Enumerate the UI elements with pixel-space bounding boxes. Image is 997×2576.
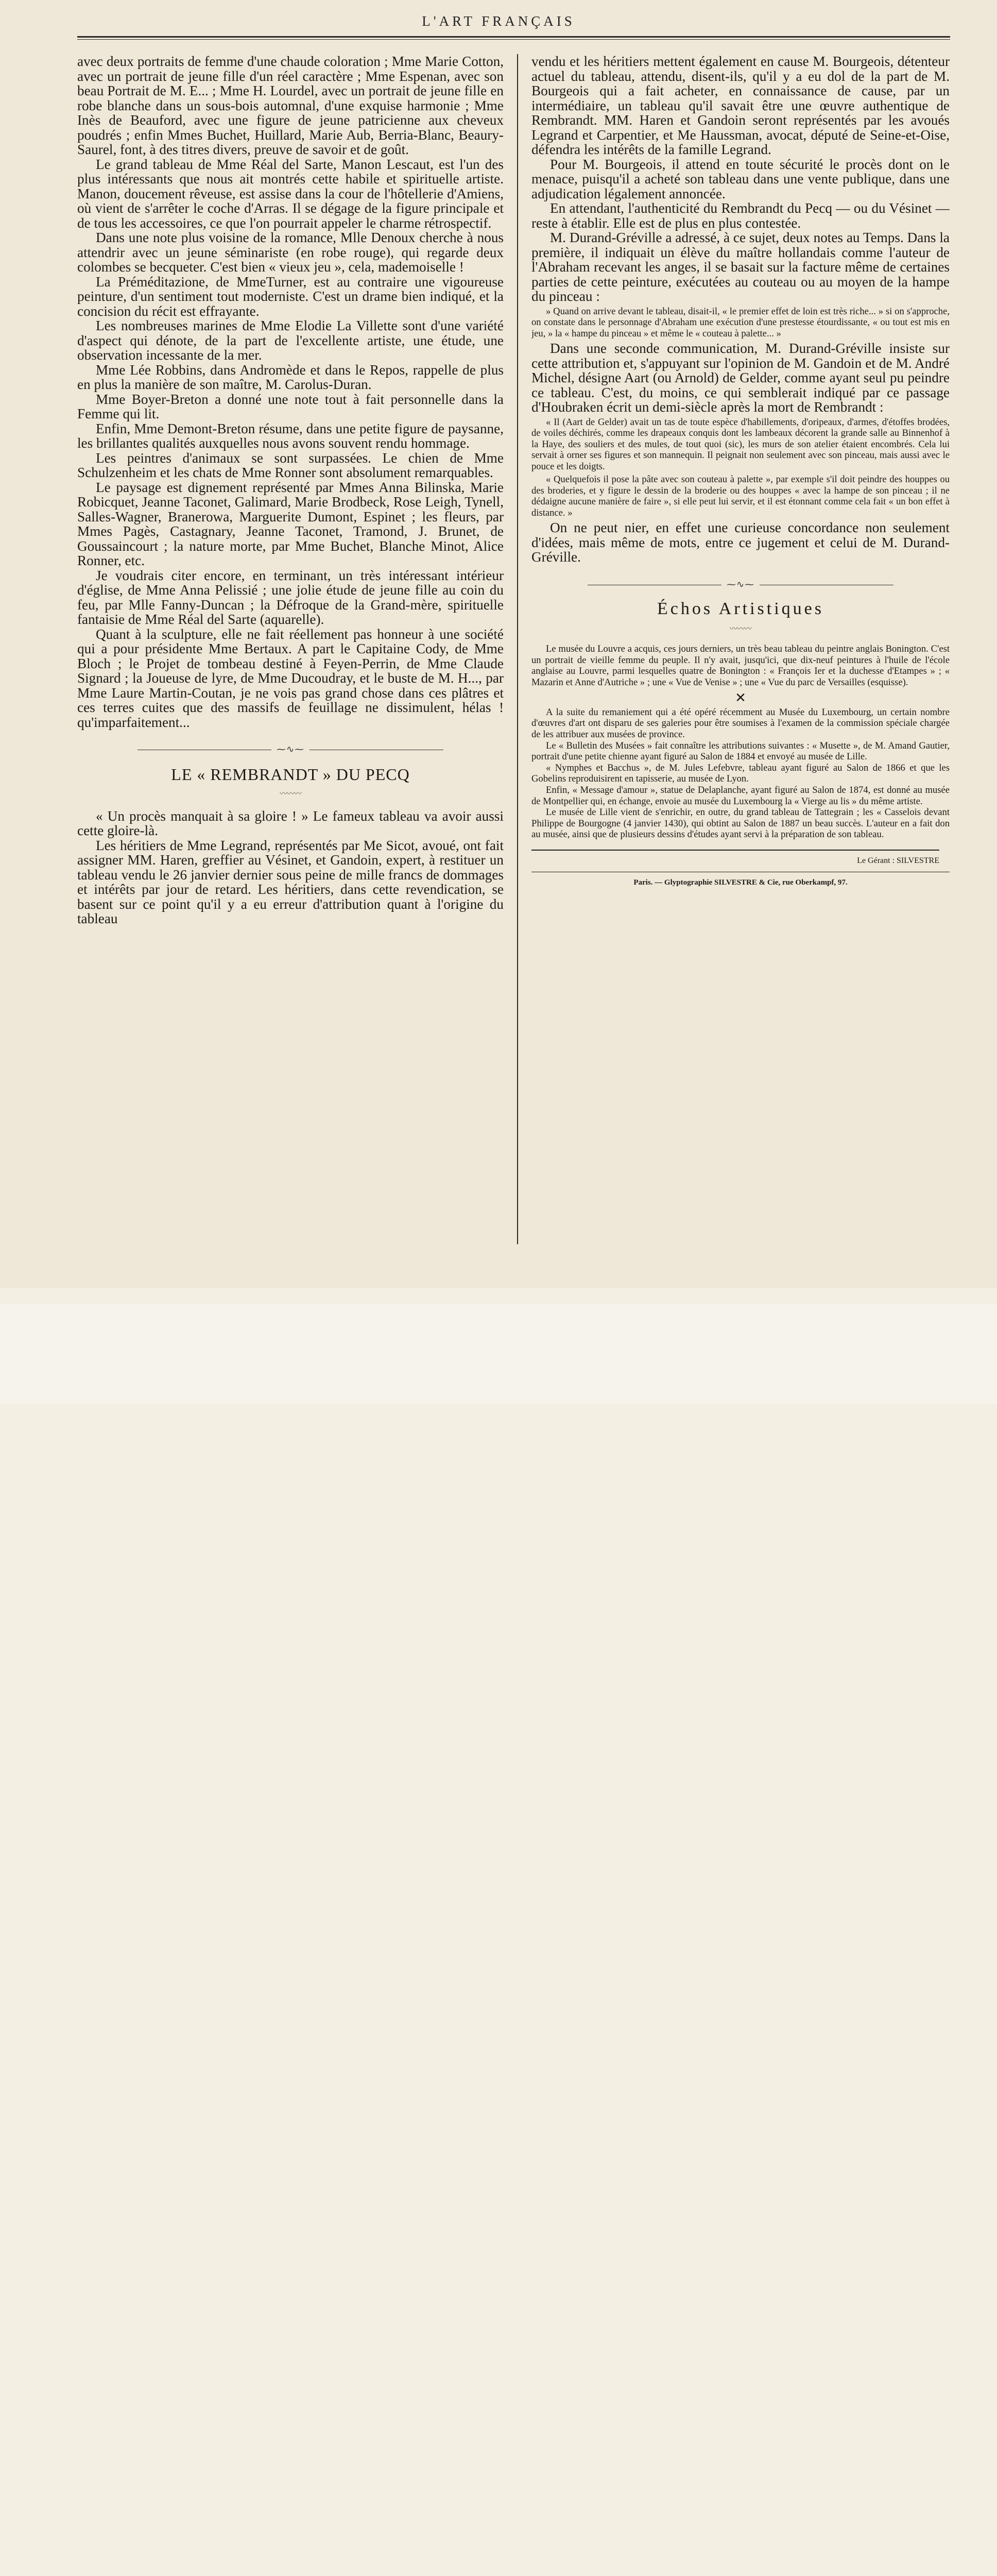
running-title: L'ART FRANÇAIS (422, 13, 575, 29)
paragraph: M. Durand-Gréville a adressé, à ce sujet, deux notes au Temps. Dans la première, il indiquait un élève du maître hollandais comme l'auteur de l'Abraham recevant les anges, il se basait sur la facture même de certaines parties de cette peinture, exécutées au couteau ou au moyen de la hampe du pinceau : (531, 230, 950, 304)
paragraph: Enfin, Mme Demont-Breton résume, dans une petite figure de paysanne, les brillantes qualités auxquelles nous avons souvent rendu hommage. (77, 420, 504, 451)
paragraph: Les nombreuses marines de Mme Elodie La Villette sont d'une variété d'aspect qui dénote, de la part de l'excellente artiste, une étude, une observation incessante de la mer. (77, 318, 504, 363)
section-title: LE « REMBRANDT » DU PECQ (171, 765, 410, 784)
viewer-footer (0, 1303, 997, 1404)
paragraph: En attendant, l'authenticité du Rembrandt du Pecq — ou du Vésinet — reste à établir. Elle est de plus en plus contestée. (531, 200, 950, 231)
paragraph: Dans une note plus voisine de la romance, Mlle Denoux cherche à nous attendrir avec un jeune séminariste (en robe rouge), qui regarde deux colombes se becqueter. C'est bien « vieux jeu », cela, mademoiselle ! (77, 230, 504, 275)
news-item: « Nymphes et Bacchus », de M. Jules Lefebvre, tableau ayant figuré au Salon de 1866 et que les Gobelins reproduisirent en tapisserie, au musée de Lyon. (531, 762, 950, 785)
paragraph: La Préméditazione, de MmeTurner, est au contraire une vigoureuse peinture, d'un sentiment tout moderniste. C'est un drame bien indiqué, et la concision du récit est effrayante. (77, 274, 504, 319)
paragraph: Pour M. Bourgeois, il attend en toute sécurité le procès dont on le menace, puisqu'il a acheté son tableau dans une vente publique, dans une adjudication légalement annoncée. (531, 156, 950, 201)
gerant-line: Le Gérant : SILVESTRE (531, 850, 939, 869)
news-item: A la suite du remaniement qui a été opéré récemment au Musée du Luxembourg, un certain nombre d'œuvres d'art ont disparu de ses galeries pour être soumises à l'examen de la commission spéciale chargée de les attribuer aux musées de province. (531, 706, 950, 740)
cross-separator-icon: ✕ (735, 690, 746, 706)
echos-title: Échos Artistiques (657, 599, 824, 618)
paragraph: Mme Lée Robbins, dans Andromède et dans le Repos, rappelle de plus en plus la manière de son maître, M. Carolus-Duran. (77, 362, 504, 392)
paragraph: Quant à la sculpture, elle ne fait réellement pas honneur à une société qui a pour présidente Mme Bertaux. A part le Capitaine Cody, de Mme Bloch ; le Projet de tombeau destiné à Feyen-Perrin, de Mme Claude Signard ; la Joueuse de lyre, de Mme Ducoudray, et le buste de M. H..., par Mme Laure Martin-Coutan, je ne vois pas grand chose dans ces plâtres et ces terres cuites que des massifs de feuillage ne dissimulent, hélas ! qu'imparfaitement... (77, 626, 504, 730)
column-divider (517, 54, 518, 1244)
section-divider-ornament: ⁓∿⁓ (77, 742, 504, 757)
paragraph: « Un procès manquait à sa gloire ! » Le fameux tableau va avoir aussi cette gloire-là. (77, 808, 504, 838)
header-rule-thin (77, 39, 950, 40)
block-quote: « Quelquefois il pose la pâte avec son couteau à palette », par exemple s'il doit peindre des houppes ou des broderies, et y figure le dessin de la broderie ou des houppes « avec la hampe de son pinceau ; il ne dédaigne aucune manière de faire », si elle peut lui servir, et il est étonnant comme cela fait « un bon effet à distance. » (531, 474, 950, 518)
paragraph: Le paysage est dignement représenté par Mmes Anna Bilinska, Marie Robicquet, Jeanne Taconet, Galimard, Marie Brodbeck, Rose Leigh, Tynell, Salles-Wagner, Branerowa, Marguerite Dumont, Espinet ; les fleurs, par Mmes Pagès, Castagnary, Jeanne Taconet, Tramond, J. Brunet, de Goussaincourt ; la nature morte, par Mme Buchet, Blanche Minot, Alice Ronner, etc. (77, 479, 504, 568)
news-item: Le musée du Louvre a acquis, ces jours derniers, un très beau tableau du peintre anglais Bonington. C'est un portrait de vieille femme du peuple. Il n'y avait, jusqu'ici, que dix-neuf peintures à l'huile de l'école anglaise au Louvre, parmi lesquelles quatre de Bonington : « François Ier et la duchesse d'Etampes » ; « Mazarin et Anne d'Autriche » ; une « Vue de Venise » ; une « Vue du parc de Versailles (esquisse). (531, 643, 950, 688)
paragraph: On ne peut nier, en effet une curieuse concordance non seulement d'idées, mais même de mots, entre ce jugement et celui de M. Durand-Gréville. (531, 520, 950, 565)
right-column (531, 54, 950, 1249)
title-flourish: 〰〰〰 (279, 790, 301, 798)
paragraph: Mme Boyer-Breton a donné une note tout à fait personnelle dans la Femme qui lit. (77, 391, 504, 421)
block-quote: » Quand on arrive devant le tableau, disait-il, « le premier effet de loin est très riche... » si on s'approche, on constate dans le personnage d'Abraham une exécution d'une prestesse étourdissante, « ou tout est mis en jeu, » la « hampe du pinceau » et même le « couteau à palette... » (531, 306, 950, 339)
paragraph: Je voudrais citer encore, en terminant, un très intéressant intérieur d'église, de Mme Anna Pelissié ; une jolie étude de jeune fille au coin du feu, par Mlle Fanny-Duncan ; la Défroque de la Grand-mère, spirituelle fantaisie de Mme Réal del Sarte (aquarelle). (77, 567, 504, 627)
block-quote: « Il (Aart de Gelder) avait un tas de toute espèce d'habillements, d'oripeaux, d'armes, d'étoffes brodées, de voiles déchirés, comme les drapeaux conquis dont les lambeaux décorent la grande salle au Binnenhof à la Haye, des souliers et des mules, de tout quoi (sic), les murs de son atelier étaient encombrés. Cela lui servait à orner ses figures et son mannequin. Il peignait non seulement avec son pinceau, mais aussi avec le pouce et les doigts. (531, 416, 950, 472)
header-rule (77, 36, 950, 38)
paragraph: Les héritiers de Mme Legrand, représentés par Me Sicot, avoué, ont fait assigner MM. Haren, greffier au Vésinet, et Gandoin, expert, à restituer un tableau vendu le 26 janvier dernier sous peine de mille francs de dommages et intérêts par jour de retard. Les héritiers, dans cette revendication, se basent sur ce point qu'il y a eu erreur d'attribution quant à l'origine du tableau (77, 837, 504, 926)
paragraph: avec deux portraits de femme d'une chaude coloration ; Mme Marie Cotton, avec un portrait de jeune fille d'un réel caractère ; Mme Espenan, avec son beau Portrait de M. E... ; Mme H. Lourdel, avec un portrait de jeune fille en robe blanche dans un sous-bois automnal, d'une exquise harmonie ; Mme Inès de Beauford, avec une figure de jeune patricienne aux cheveux poudrés ; enfin Mmes Buchet, Huillard, Marie Aub, Berria-Blanc, Beaury-Saurel, font, à des titres divers, preuve de savoir et de goût. (77, 54, 504, 157)
title-flourish: 〰〰〰 (729, 624, 751, 633)
news-item: Enfin, « Message d'amour », statue de Delaplanche, ayant figuré au Salon de 1874, est donné au musée de Montpellier qui, en échange, envoie au musée du Luxembourg la « Vierge au lis » du même artiste. (531, 785, 950, 807)
section-divider-ornament: ⁓∿⁓ (531, 577, 950, 592)
paragraph: Les peintres d'animaux se sont surpassées. Le chien de Mme Schulzenheim et les chats de Mme Ronner sont absolument remarquables. (77, 450, 504, 480)
news-item: Le musée de Lille vient de s'enrichir, en outre, du grand tableau de Tattegrain ; les « Casselois devant Philippe de Bourgogne (4 janvier 1430), qui obtint au Salon de 1887 un beau succès. L'auteur en a fait don au musée, ainsi que de plusieurs dessins d'études ayant servi à la préparation de son tableau. (531, 807, 950, 840)
paragraph: Le grand tableau de Mme Réal del Sarte, Manon Lescaut, est l'un des plus intéressants que nous ait montrés cette habile et spirituelle artiste. Manon, doucement rêveuse, est assise dans la cour de l'hôtellerie d'Amiens, où vient de s'arrêter le coche d'Arras. Il se dégage de la figure principale et de tous les accessoires, ce que l'on pourrait appeler le charme rétrospectif. (77, 156, 504, 231)
paragraph: Dans une seconde communication, M. Durand-Gréville insiste sur cette attribution et, s'appuyant sur l'opinion de M. Gandoin et de M. André Michel, désigne Aart (ou Arnold) de Gelder, comme ayant seul pu peindre ce tableau. C'est, du moins, ce qui semblerait indiqué par ce passage d'Houbraken écrit un demi-siècle après la mort de Rembrandt : (531, 341, 950, 415)
news-item: Le « Bulletin des Musées » fait connaître les attributions suivantes : « Musette », de M. Amand Gautier, portrait d'une petite chienne ayant figuré au Salon de 1884 et envoyé au musée de Lille. (531, 740, 950, 762)
paragraph: vendu et les héritiers mettent également en cause M. Bourgeois, détenteur actuel du tableau, attendu, disent-ils, qu'il y a eu dol de la part de M. Bourgeois qui a fait acheter, en connaissance de cause, par un intermédiaire, un tableau qu'il savait être une œuvre authentique de Rembrandt. MM. Haren et Gandoin seront représentés par les avoués Legrand et Carpentier, et Me Haussman, avocat, député de Seine-et-Oise, défendra les intérêts de la famille Legrand. (531, 54, 950, 157)
left-column (77, 54, 504, 1249)
printer-line: Paris. — Glyptographie SILVESTRE & Cie, rue Oberkampf, 97. (531, 872, 950, 890)
